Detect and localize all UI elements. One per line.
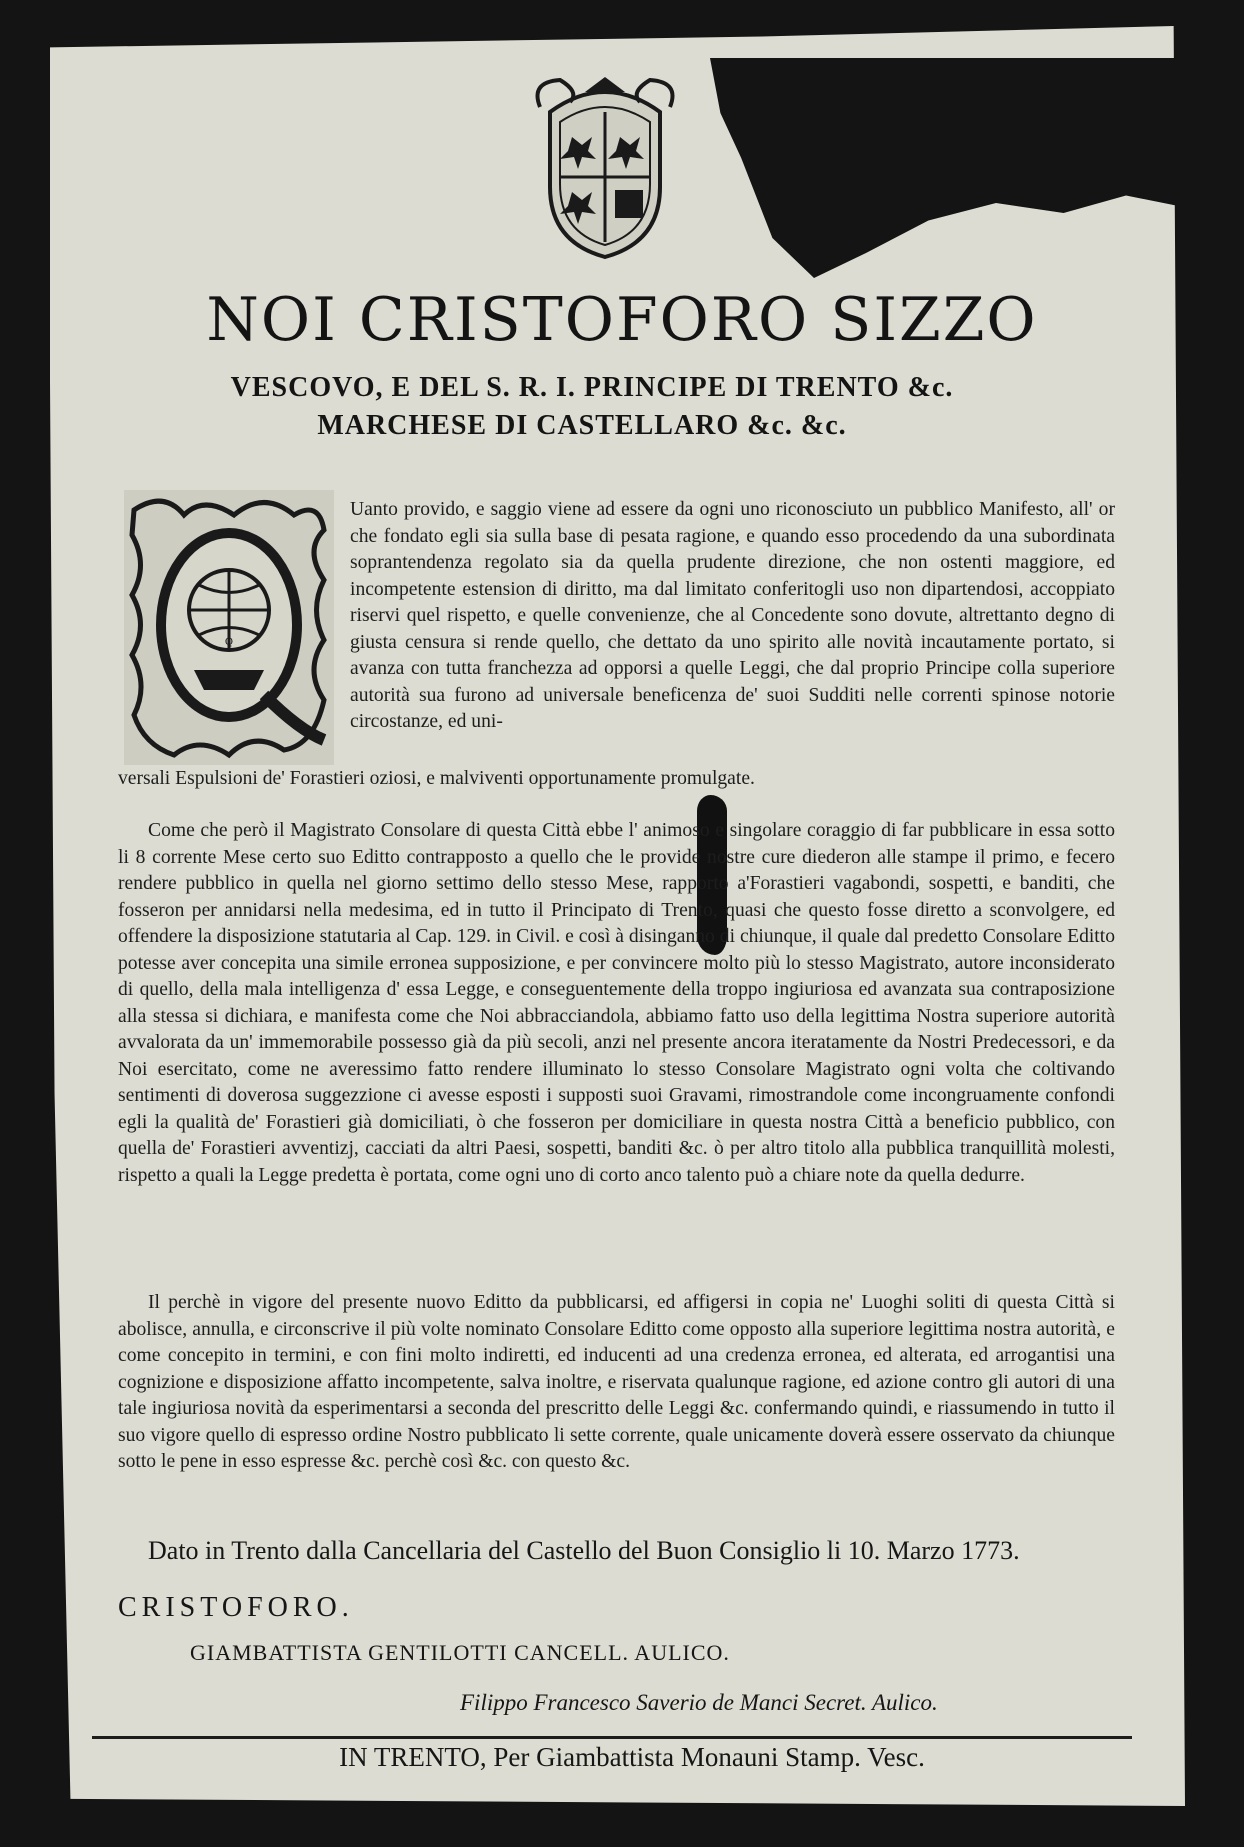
paragraph-1-tail: versali Espulsioni de' Forastieri oziosi, e malviventi opportunamente promulgate. <box>118 768 755 789</box>
printer-imprint: IN TRENTO, Per Giambattista Monauni Stamp. Vesc. <box>339 1742 925 1772</box>
signature-name: CRISTOFORO. <box>118 1592 354 1623</box>
dated-line: Dato in Trento dalla Cancellaria del Castello del Buon Consiglio li 10. Marzo 1773. <box>148 1536 1020 1565</box>
subtitle-line-2: MARCHESE DI CASTELLARO &c. &c. <box>317 410 847 441</box>
paragraph-1: Uanto provido, e saggio viene ad essere da ogni uno riconosciuto un pubblico Manifesto, all' or che fondato egli sia sulla base di pesata ragione, e quando esso procedendo da una subordinata soprantendenza regolato sia da quella prudente direzione, che non ostenti maggiore, ed incompetente estension di diritto, ma dal limitato conferitogli uso non dipartendosi, accoppiato riservi quel rispetto, e quelle convenienze, che al Concedente sono dovute, altrettanto degno di giusta censura si rende quello, che dettato da uno spirito alle novità incautamente portato, si avanza con tutta franchezza ad opporsi a quelle Leggi, che dal proprio Principe colla superiore autorità sua furono ad universale beneficenza de' suoi Sudditi nelle correnti spinose notorie circostanze, ed uni- <box>350 499 1115 732</box>
secretary-signature: Filippo Francesco Saverio de Manci Secret. Aulico. <box>460 1690 938 1715</box>
coat-of-arms-icon <box>510 72 700 262</box>
divider <box>92 1736 1132 1739</box>
drop-cap-letter: Q <box>224 637 234 648</box>
paragraph-2: Come che però il Magistrato Consolare di questa Città ebbe l' animoso e singolare coraggio di far pubblicare in essa sotto li 8 corrente Mese certo suo Editto contrapposto a quello che le provide nostre cure diederon alle stampe il primo, e fecero rendere pubblico in quella nel giorno settimo dello stesso Mese, rapporto a'Forastieri vagabondi, sospetti, e banditi, che fosseron per annidarsi nella medesima, ed in tutto il Principato di Trento, quasi che questo fosse diretto a sconvolgere, ed offendere la disposizione statutaria al Cap. 129. in Civil. e così à disinganno di chiunque, il quale dal predetto Consolare Editto potesse aver concepita una simile erronea supposizione, e per convincere molto più lo stesso Magistrato, autore inconsiderato di quello, della mala intelligenza d' essa Legge, e conseguentemente della troppo ingiuriosa ed avanzata sua contraposizione alla stessa si dichiara, e manifesta come che Noi abbracciandola, abbiamo fatto uso della legittima Nostra superiore autorità avvalorata da un' immemorabile possesso già da più secoli, anzi nel presente ancora iteratamente da Nostri Predecessori, e da Noi esercitato, come ne averessimo fatto rendere illuminato lo stesso Consolare Magistrato ogni volta che coltivando sentimenti di doverosa suggezzione ci avesse esposti i supposti suoi Gravami, rimostrandole come incongruamente confondi egli la qualità de' Forastieri già domiciliati, ò che fosseron per domiciliare in questa nostra Città a beneficio pubblico, con quella de' Forastieri avventizj, cacciati da altri Paesi, sospetti, banditi &c. ò per altro titolo alla pubblica tranquillità molesti, rispetto a quali la Legge predetta è portata, come ogni uno di corto anco talento può a chiare note da quella dedurre. <box>118 820 1115 1186</box>
drop-cap-ornament <box>124 490 334 765</box>
subtitle-line-1: VESCOVO, E DEL S. R. I. PRINCIPE DI TRENTO &c. <box>230 372 954 403</box>
page-title: NOI CRISTOFORO SIZZO <box>206 285 1038 355</box>
chancellor-signature: GIAMBATTISTA GENTILOTTI CANCELL. AULICO. <box>190 1640 730 1665</box>
paragraph-3: Il perchè in vigore del presente nuovo Editto da pubblicarsi, ed affigersi in copia ne' Luoghi soliti di questa Città si abolisce, annulla, e circonscrive il più volte nominato Consolare Editto come opposto alla superiore legittima nostra autorità, e come concepito in termini, e con fini molto indiretti, ed inducenti ad una credenza erronea, ed alterata, ed arrogantisi una cognizione e disposizione affatto incompetente, salva inoltre, e riservata qualunque ragione, ed azione contro gli autori di una tale ingiuriosa novità da esperimentarsi a seconda del prescritto delle Leggi &c. confermando quindi, e riassumendo in tutto il suo vigore quello di espresso ordine Nostro pubblicato li sette corrente, quale unicamente doverà essere osservato da chiunque sotto le pene in esso espresse &c. perchè così &c. con questo &c. <box>118 1292 1115 1472</box>
